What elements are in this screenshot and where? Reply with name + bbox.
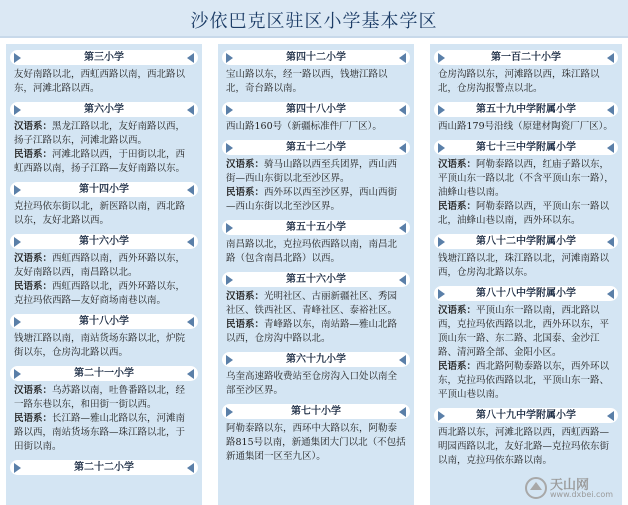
district-boundary-text: 光明社区、古丽新疆社区、秀园社区、铁西社区、青峰社区、泰裕社区。 bbox=[226, 291, 398, 316]
language-stream-label: 汉语系： bbox=[226, 291, 265, 302]
language-stream-label: 民语系： bbox=[438, 361, 477, 372]
page-title: 沙依巴克区驻区小学基本学区 bbox=[190, 11, 438, 32]
school-district-description bbox=[226, 238, 406, 266]
school-district-description bbox=[226, 422, 406, 464]
language-stream-label: 民语系： bbox=[438, 201, 477, 212]
school-block bbox=[430, 102, 622, 134]
district-boundary-text: 阿勒泰路以西，平顶山东一路以北，油蜂山巷以南，西外环以东。 bbox=[438, 201, 610, 226]
school-name: 第四十二小学 bbox=[286, 52, 346, 63]
language-stream-label: 汉语系： bbox=[438, 159, 477, 170]
watermark-url: www.dxbei.com bbox=[550, 490, 614, 499]
school-district-description bbox=[226, 68, 406, 96]
district-line bbox=[226, 120, 406, 134]
school-name: 第五十九中学附属小学 bbox=[476, 104, 576, 115]
school-block bbox=[6, 366, 202, 454]
district-line bbox=[438, 360, 614, 402]
school-header bbox=[222, 272, 410, 287]
district-boundary-text: 长江路—雅山北路以东，河滩南路以西，南站货场东路—珠江路以北，于田街以南。 bbox=[14, 413, 186, 452]
school-name: 第一百二十小学 bbox=[491, 52, 561, 63]
district-boundary-text: 西虹西路以北，西外环路以东，克拉玛依西路—友好商场南巷以南。 bbox=[14, 281, 186, 306]
school-district-description bbox=[438, 252, 614, 280]
school-header bbox=[434, 234, 618, 249]
school-district-description bbox=[438, 120, 614, 134]
district-line bbox=[438, 120, 614, 134]
school-district-description bbox=[226, 370, 406, 398]
district-boundary-text: 骑马山路以西至兵团界，西山西街—西山东街以北至沙区界。 bbox=[226, 159, 398, 184]
school-name: 第五十二小学 bbox=[286, 142, 346, 153]
watermark-logo-icon bbox=[524, 474, 548, 502]
school-block bbox=[218, 220, 414, 266]
district-line bbox=[14, 68, 194, 96]
school-name: 第十六小学 bbox=[79, 236, 129, 247]
district-line bbox=[226, 158, 406, 186]
school-header bbox=[434, 102, 618, 117]
watermark-brand: 天山网 bbox=[550, 478, 590, 493]
district-line bbox=[438, 68, 614, 96]
school-name: 第四十八小学 bbox=[286, 104, 346, 115]
district-line bbox=[14, 120, 194, 148]
school-name: 第七十三中学附属小学 bbox=[476, 142, 576, 153]
watermark bbox=[524, 474, 624, 502]
school-header bbox=[10, 102, 198, 117]
district-boundary-text: 钱塘江路以北，珠江路以北，河滩南路以西，仓房沟北路以东。 bbox=[438, 253, 610, 278]
language-stream-label: 民语系： bbox=[226, 319, 265, 330]
district-boundary-text: 西山路179号沿线（原建材陶瓷厂厂区）。 bbox=[438, 121, 613, 132]
district-line bbox=[14, 148, 194, 176]
school-block bbox=[218, 102, 414, 134]
district-boundary-text: 钱塘江路以南，南站货场东路以北，炉院街以东，仓房沟北路以西。 bbox=[14, 333, 186, 358]
school-district-description bbox=[438, 158, 614, 228]
school-name: 第七十小学 bbox=[291, 406, 341, 417]
school-header bbox=[434, 140, 618, 155]
school-district-description bbox=[14, 120, 194, 176]
school-district-description bbox=[226, 290, 406, 346]
school-header bbox=[434, 286, 618, 301]
district-line bbox=[14, 280, 194, 308]
district-line bbox=[438, 304, 614, 360]
school-name: 第八十八中学附属小学 bbox=[476, 288, 576, 299]
school-district-description bbox=[226, 120, 406, 134]
district-line bbox=[14, 332, 194, 360]
school-district-description bbox=[14, 200, 194, 228]
district-boundary-text: 南昌路以北，克拉玛依西路以南，南昌北路（包含南昌北路）以西。 bbox=[226, 239, 398, 264]
school-district-description bbox=[438, 426, 614, 468]
school-header bbox=[222, 102, 410, 117]
district-boundary-text: 乌苏路以南，吐鲁番路以北，经一路东巷以东，和田街一街以西。 bbox=[14, 385, 186, 410]
district-boundary-text: 乌奎高速路收费站至仓房沟入口处以南全部至沙区界。 bbox=[226, 371, 398, 396]
school-name: 第八十二中学附属小学 bbox=[476, 236, 576, 247]
column-2 bbox=[218, 44, 414, 505]
district-line bbox=[226, 68, 406, 96]
school-header bbox=[10, 366, 198, 381]
school-header bbox=[222, 220, 410, 235]
school-block bbox=[218, 272, 414, 346]
school-district-description bbox=[438, 304, 614, 402]
language-stream-label: 汉语系： bbox=[14, 385, 53, 396]
school-header bbox=[10, 314, 198, 329]
district-boundary-text: 宝山路以东，经一路以西，钱塘江路以北，奇台路以南。 bbox=[226, 69, 388, 94]
school-district-description bbox=[438, 68, 614, 96]
district-boundary-text: 河滩北路以西，于田街以北，西虹西路以南，扬子江路—友好南路以东。 bbox=[14, 149, 186, 174]
district-line bbox=[438, 426, 614, 468]
district-line bbox=[226, 370, 406, 398]
district-line bbox=[226, 238, 406, 266]
district-boundary-text: 克拉玛依东街以北，新医路以南，西北路以东，友好北路以西。 bbox=[14, 201, 186, 226]
district-line bbox=[226, 422, 406, 464]
district-boundary-text: 西虹西路以南，西外环路以东，友好南路以西，南昌路以北。 bbox=[14, 253, 186, 278]
district-boundary-text: 青峰路以东，南站路—雅山北路以西，仓房沟中路以北。 bbox=[226, 319, 398, 344]
district-boundary-text: 黑龙江路以北，友好南路以西，扬子江路以东，河滩北路以西。 bbox=[14, 121, 186, 146]
column-3 bbox=[430, 44, 622, 505]
school-block bbox=[430, 50, 622, 96]
school-name: 第二十一小学 bbox=[74, 368, 134, 379]
district-line bbox=[226, 290, 406, 318]
school-block bbox=[218, 50, 414, 96]
school-district-description bbox=[14, 68, 194, 96]
school-block bbox=[430, 408, 622, 468]
district-boundary-text: 平顶山东一路以南，西北路以西，克拉玛依西路以北，西外环以东，平顶山东一路、东二路、北国泰、金沙江路、清河路全部、金阳小区。 bbox=[438, 305, 610, 358]
school-name: 第六小学 bbox=[84, 104, 124, 115]
school-block bbox=[6, 234, 202, 308]
school-block bbox=[430, 286, 622, 402]
district-boundary-text: 友好南路以北，西虹西路以南，西北路以东，河滩北路以西。 bbox=[14, 69, 186, 94]
district-line bbox=[14, 384, 194, 412]
school-block bbox=[430, 234, 622, 280]
district-boundary-text: 仓房沟路以东，河滩路以西，珠江路以北，仓房沟报警点以北。 bbox=[438, 69, 600, 94]
school-name: 第五十五小学 bbox=[286, 222, 346, 233]
school-header bbox=[434, 50, 618, 65]
language-stream-label: 民语系： bbox=[14, 149, 53, 160]
school-header bbox=[10, 234, 198, 249]
school-header bbox=[222, 352, 410, 367]
school-header bbox=[10, 460, 198, 475]
school-header bbox=[222, 50, 410, 65]
school-name: 第三小学 bbox=[84, 52, 124, 63]
column-1 bbox=[6, 44, 202, 505]
school-name: 第八十九中学附属小学 bbox=[476, 410, 576, 421]
school-block bbox=[6, 182, 202, 228]
school-district-description bbox=[226, 158, 406, 214]
district-boundary-text: 阿勒泰路以西，红庙子路以东，平顶山东一路以北（不含平顶山东一路），油蜂山巷以南。 bbox=[438, 159, 614, 198]
language-stream-label: 民语系： bbox=[226, 187, 265, 198]
title-bar bbox=[0, 0, 628, 38]
district-line bbox=[226, 318, 406, 346]
language-stream-label: 汉语系： bbox=[438, 305, 477, 316]
school-header bbox=[222, 404, 410, 419]
school-district-description bbox=[14, 332, 194, 360]
school-block bbox=[6, 50, 202, 96]
language-stream-label: 民语系： bbox=[14, 281, 53, 292]
school-name: 第六十九小学 bbox=[286, 354, 346, 365]
district-line bbox=[438, 252, 614, 280]
district-line bbox=[14, 252, 194, 280]
district-boundary-text: 西北路阿勒泰路以东，西外环以东，克拉玛依西路以北，平顶山东一路、平顶山巷以南。 bbox=[438, 361, 610, 400]
school-block bbox=[430, 140, 622, 228]
school-block bbox=[218, 140, 414, 214]
district-line bbox=[438, 200, 614, 228]
school-block bbox=[6, 102, 202, 176]
school-block bbox=[218, 352, 414, 398]
school-district-description bbox=[14, 252, 194, 308]
language-stream-label: 汉语系： bbox=[14, 121, 53, 132]
school-block bbox=[6, 314, 202, 360]
school-header bbox=[10, 50, 198, 65]
district-line bbox=[14, 412, 194, 454]
school-name: 第十八小学 bbox=[79, 316, 129, 327]
district-boundary-text: 西山路160号（新疆标准件厂厂区）。 bbox=[226, 121, 382, 132]
school-header bbox=[222, 140, 410, 155]
school-header bbox=[434, 408, 618, 423]
district-line bbox=[438, 158, 614, 200]
school-block bbox=[6, 460, 202, 475]
school-block bbox=[218, 404, 414, 464]
language-stream-label: 汉语系： bbox=[226, 159, 265, 170]
district-line bbox=[14, 200, 194, 228]
school-name: 第二十二小学 bbox=[74, 462, 134, 473]
language-stream-label: 民语系： bbox=[14, 413, 53, 424]
district-boundary-text: 西北路以东，河滩北路以西，西虹西路—明园西路以北，友好北路—克拉玛依东街以南，克拉玛依东路以南。 bbox=[438, 427, 610, 466]
language-stream-label: 汉语系： bbox=[14, 253, 53, 264]
school-name: 第五十六小学 bbox=[286, 274, 346, 285]
district-line bbox=[226, 186, 406, 214]
school-district-description bbox=[14, 384, 194, 454]
district-boundary-text: 阿勒泰路以东，西环中大路以东，阿勒泰路815号以南，新通集团大门以北（不包括新通集团一区至九区）。 bbox=[226, 423, 406, 462]
school-name: 第十四小学 bbox=[79, 184, 129, 195]
school-header bbox=[10, 182, 198, 197]
district-boundary-text: 西外环以西至沙区界，西山西街—西山东街以北至沙区界。 bbox=[226, 187, 398, 212]
